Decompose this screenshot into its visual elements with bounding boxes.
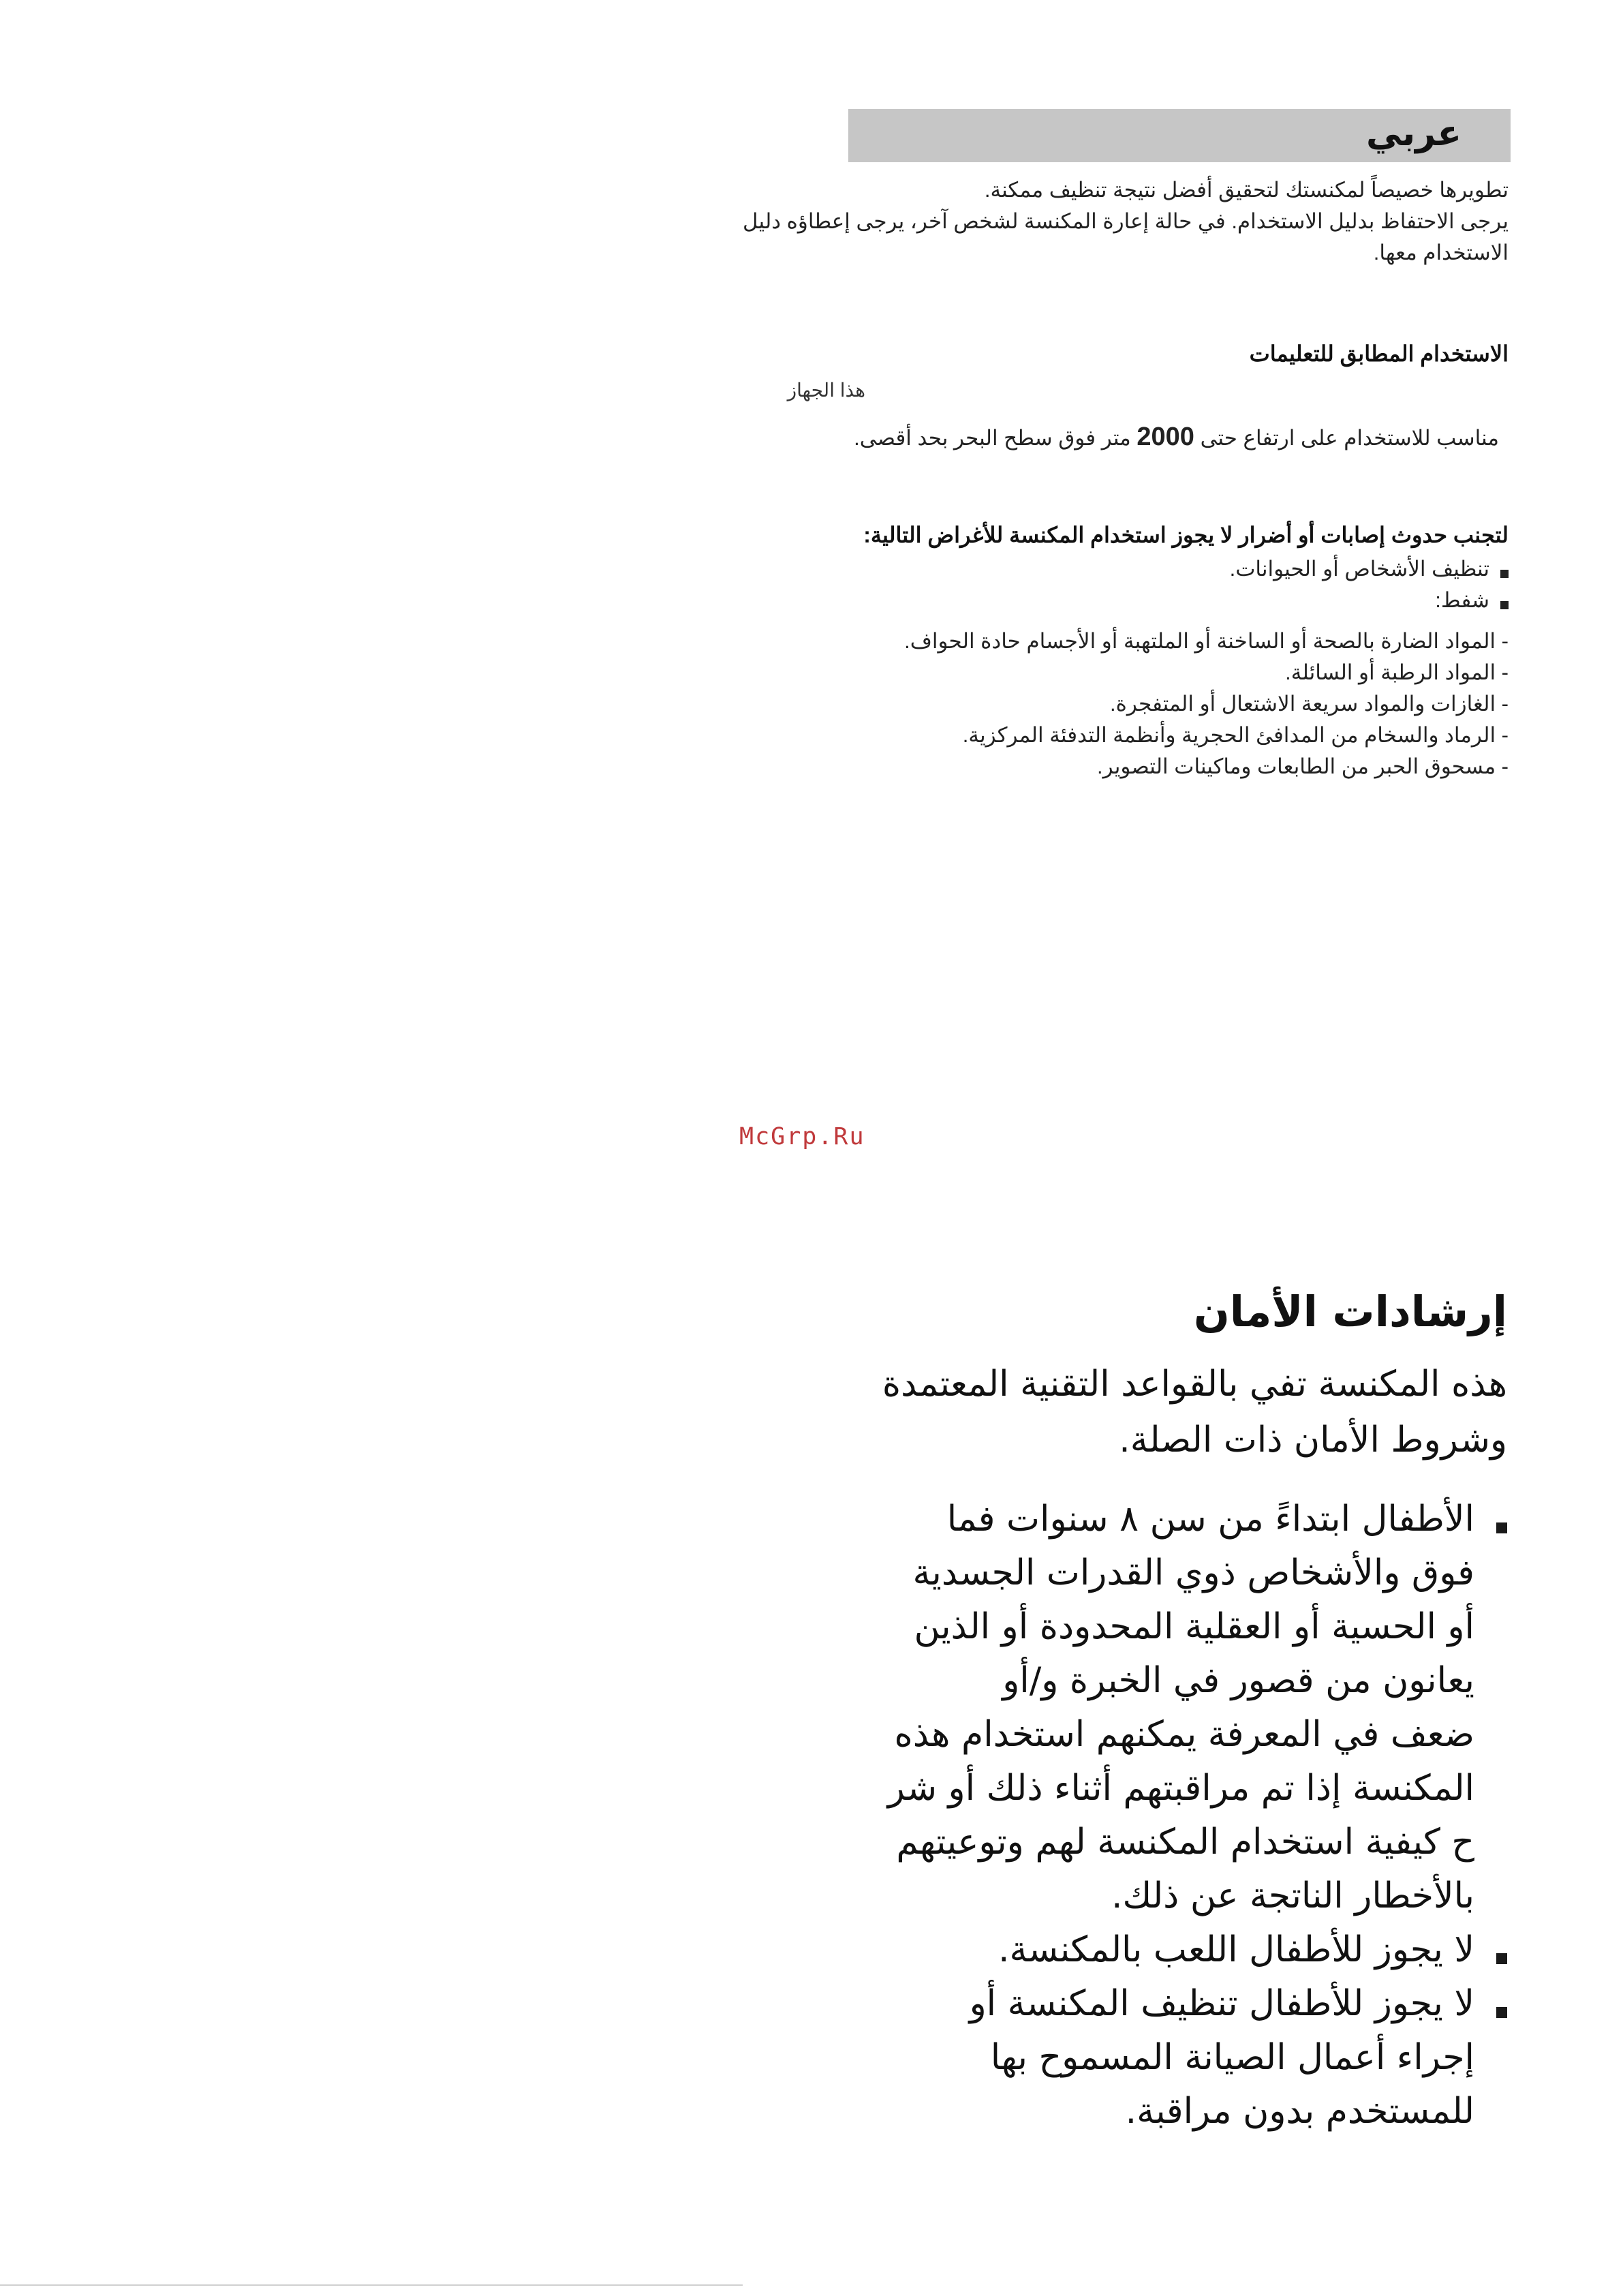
safety-item-line: للمستخدم بدون مراقبة. (1125, 2091, 1474, 2132)
bullet-square-icon (1496, 1953, 1507, 1964)
bullet-square-icon (1496, 1522, 1507, 1533)
intro-line: تطويرها خصيصاً لمكنستك لتحقيق أفضل نتيجة تنظيف ممكنة. (984, 178, 1509, 202)
safety-item (785, 1923, 1507, 1977)
safety-item-line: أو الحسية أو العقلية المحدودة أو الذين (914, 1606, 1474, 1647)
safety-item-line: الأطفال ابتداءً من سن ٨ سنوات فما (946, 1499, 1474, 1540)
altitude-value: 2000 (1137, 423, 1194, 451)
safety-item-line: ح كيفية استخدام المكنسة لهم وتوعيتهم (896, 1822, 1474, 1863)
device-label: هذا الجهاز (787, 380, 865, 401)
list-item: - الغازات والمواد سريعة الاشتعال أو المتفجرة. (1109, 692, 1509, 716)
list-item: - المواد الضارة بالصحة أو الساخنة أو الملتهبة أو الأجسام حادة الحواف. (904, 629, 1509, 653)
safety-item-line: يعانون من قصور في الخبرة و/أو (1002, 1660, 1474, 1701)
list-item (691, 585, 1509, 616)
page-bottom-divider (0, 2284, 743, 2286)
intro-line: يرجى الاحتفاظ بدليل الاستخدام. في حالة إعارة المكنسة لشخص آخر، يرجى إعطاؤه دليل (742, 209, 1509, 233)
list-item-text: شفط: (1435, 588, 1489, 612)
safety-heading: إرشادات الأمان (1193, 1287, 1507, 1336)
list-item-text: تنظيف الأشخاص أو الحيوانات. (1229, 557, 1489, 581)
suitability-after: متر فوق سطح البحر بحد أقصى. (854, 426, 1131, 450)
safety-item-line: فوق والأشخاص ذوي القدرات الجسدية (912, 1552, 1474, 1593)
safety-item (785, 1493, 1507, 1923)
device-suitability-text (854, 423, 1499, 452)
safety-item-line: لا يجوز للأطفال تنظيف المكنسة أو (969, 1983, 1474, 2024)
list-item: - الرماد والسخام من المدافئ الحجرية وأنظمة التدفئة المركزية. (962, 723, 1509, 747)
intro-paragraph (705, 174, 1509, 269)
language-header-bar (848, 109, 1511, 162)
intro-line: الاستخدام معها. (1373, 241, 1509, 264)
safety-item (785, 1977, 1507, 2139)
safety-item-line: المكنسة إذا تم مراقبتهم أثناء ذلك أو شر (887, 1768, 1474, 1809)
list-item (691, 553, 1509, 585)
prohibited-list (691, 553, 1509, 616)
safety-item-line: بالأخطار الناتجة عن ذلك. (1111, 1876, 1474, 1916)
list-item: - المواد الرطبة أو السائلة. (1285, 660, 1509, 684)
safety-item-line: ضعف في المعرفة يمكنهم استخدام هذه (894, 1714, 1474, 1755)
safety-intro (799, 1356, 1507, 1468)
safety-list (785, 1493, 1507, 2139)
bullet-square-icon (1500, 601, 1509, 609)
intended-use-heading: الاستخدام المطابق للتعليمات (1249, 341, 1509, 366)
safety-item-line: لا يجوز للأطفال اللعب بالمكنسة. (998, 1929, 1474, 1970)
list-item: - مسحوق الحبر من الطابعات وماكينات التصوير. (1097, 754, 1509, 778)
safety-intro-line: هذه المكنسة تفي بالقواعد التقنية المعتمدة (882, 1364, 1507, 1405)
bullet-square-icon (1496, 2007, 1507, 2018)
suitability-before: مناسب للاستخدام على ارتفاع حتى (1200, 426, 1499, 450)
safety-item-line: إجراء أعمال الصيانة المسموح بها (990, 2037, 1474, 2078)
suction-prohibited-list (691, 626, 1509, 782)
prohibited-uses-heading: لتجنب حدوث إصابات أو أضرار لا يجوز استخدام المكنسة للأغراض التالية: (863, 523, 1509, 547)
language-label: عربي (1365, 113, 1462, 154)
watermark: McGrp.Ru (739, 1123, 865, 1150)
bullet-square-icon (1500, 570, 1509, 578)
safety-intro-line: وشروط الأمان ذات الصلة. (1119, 1420, 1507, 1460)
